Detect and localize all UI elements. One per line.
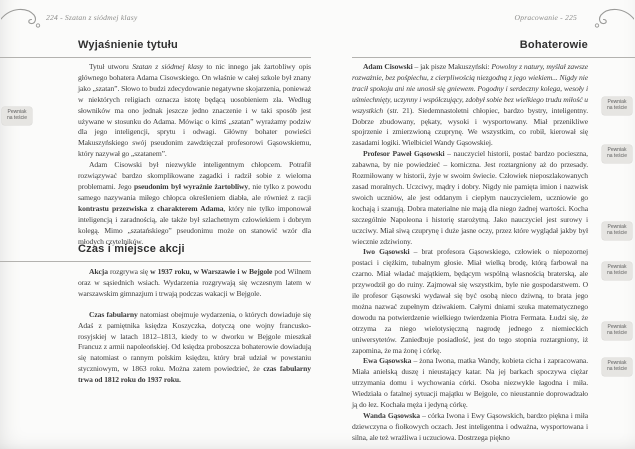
pewniak-tab-line2: na teście — [606, 104, 627, 111]
paragraph: Akcja rozgrywa się w 1937 roku, w Warszawie i w Bejgole pod Wilnem oraz w sąsiednich wsiach. Wydarzenia rozgrywają się wczesnym latem w warszawskim gimnazjum i trwają podczas wakacji w Bejgole. — [78, 267, 311, 298]
pewniak-tab-line1: Pewniak — [607, 264, 627, 270]
pewniak-tab-line1: Pewniak — [607, 147, 627, 153]
corner-flourish-icon — [590, 5, 634, 31]
paragraph: Czas fabularny natomiast obejmuje wydarzenia, o których dowiaduje się Adaś z pamiętnika księdza Koszyczka, dotyczą one wojny francusko-rosyjskiej w latach 1812–1813, kiedy to w dworku w Bejgole mieszkał Francuz z armii napoleońskiej. Od księdza proboszcza bohaterowie dowiadują się natomiast o rannym polskim księdzu, który brał udział w powstaniu styczniowym, w 1863 roku. Można zatem powiedzieć, że czas fabularny trwa od 1812 roku do 1937 roku. — [78, 309, 311, 385]
pewniak-tab-line1: Pewniak — [607, 224, 627, 230]
section-rule — [0, 261, 311, 262]
pewniak-tab-line1: Pewniak — [7, 109, 27, 115]
left-section-1-body — [78, 62, 311, 247]
paragraph: Tytuł utworu Szatan z siódmej klasy to nic innego jak żartobliwy opis głównego bohatera Adama Cisowskiego. On właśnie w całej szkole był znany jako „szatan”. Słowo to budzi zdecydowanie negatywne skojarzenia, ponieważ w niektórych religiach oznacza istotę będącą uosobieniem zła. Według słowników ma ono jednak jeszcze jedno znaczenie i w taki sposób jest używane w stosunku do Adama. Mówiąc o kimś „szatan” wyrażamy podziw dla jego inteligencji, sprytu i odwagi. Główny bohater powieści Makuszyńskiego swój pseudonim zawdzięczał profesorowi Gąsowskiemu, który nazywał go „szatanem”. — [78, 62, 311, 159]
pewniak-tab — [602, 322, 632, 340]
pewniak-tab — [2, 107, 32, 125]
pewniak-tab-line2: na teście — [606, 329, 627, 336]
paragraph: Wanda Gąsowska – córka Iwona i Ewy Gąsowskich, bardzo piękna i miła dziewczyna o fiołkowych oczach. Jest inteligentna i odważna, wysportowana i silna, ale też wrażliwa i uczuciowa. Dostrzega piękno — [352, 411, 588, 442]
pewniak-tab — [602, 358, 632, 376]
section-title-czas-i-miejsce-akcji: Czas i miejsce akcji — [78, 243, 185, 255]
pewniak-tab-line1: Pewniak — [607, 360, 627, 366]
pewniak-tab-line1: Pewniak — [607, 99, 627, 105]
paragraph: Ewa Gąsowska – żona Iwona, matka Wandy, kobieta cicha i zapracowana. Miała anielską duszę i nieustający katar. Na jej barkach spoczywa ciężar utrzymania domu i wychowania córki. Osoba niezwykle łagodna i miła. Wiedziała o fatalnej sytuacji majątku w Bejgole, co nieustannie doprowadzało ją do łez. Kochała męża i jedyną córkę. — [352, 356, 589, 410]
pewniak-tab — [602, 262, 632, 280]
page-header-right: Opracowanie - 225 — [514, 13, 577, 22]
corner-flourish-icon — [1, 5, 45, 31]
pewniak-tab-line1: Pewniak — [607, 324, 627, 330]
section-title-wyjasnienie-tytulu: Wyjaśnienie tytułu — [78, 39, 178, 51]
left-section-2-body — [78, 267, 311, 386]
pewniak-tab — [602, 222, 632, 240]
paragraph: Adam Cisowski był niezwykle inteligentnym chłopcem. Potrafił rozwiązywać bardzo skomplikowane zagadki i radził sobie z wieloma problemami. Jego pseudonim był wyraźnie żartobliwy, nie tylko z powodu samego nazywania miłego chłopca określeniem diabła, ale również z racji kontrastu przezwiska z charakterem Adama, który nie tylko imponował inteligencją i zaradnością, ale także był szlachetnym człowiekiem i dobrym kolegą. Mimo „szatańskiego” pseudonimu może on stanowić wzór dla młodych czytelników. — [78, 160, 312, 246]
page-header-left: 224 - Szatan z siódmej klasy — [46, 13, 138, 22]
section-rule — [352, 57, 635, 58]
pewniak-tab-line2: na teście — [606, 229, 627, 236]
pewniak-tab — [602, 145, 632, 163]
section-title-bohaterowie: Bohaterowie — [519, 39, 588, 51]
section-rule — [0, 57, 311, 58]
paragraph: Profesor Paweł Gąsowski – nauczyciel historii, postać bardzo pocieszna, zabawna, by nie powiedzieć – komiczna. Jest roztargniony aż do przesady. Rozmiłowany w historii, żyje w swoim świecie. Człowiek nieposzlakowanych zasad moralnych. Uczciwy, mądry i dobry. Nigdy nie pamięta imion i nazwisk swoich uczniów, ale jest oddanym i ciepłym nauczycielem, uczniowie go kochają i szanują. Dobra materialne nie mają dla niego żadnej wartości. Kocha szczególnie Napoleona i historię starożytną. Jako nauczyciel jest surowy i uczciwy. Miał siwą czuprynę i duże jasne oczy, przez które wyglądał jakby był wiecznie zdziwiony. — [352, 149, 588, 246]
pewniak-tab-line2: na teście — [606, 365, 627, 372]
pewniak-tab — [602, 97, 632, 115]
paragraph: Iwo Gąsowski – brat profesora Gąsowskiego, człowiek o niepozornej postaci i ciężkim, tubalnym głosie. Miał wielką brodę, którą farbował na czarno. Miał władać majątkiem, będącym wspólną własnością braterską, ale przywodził go do ruiny. Zajmował się wszystkim, byle nie gospodarstwem. O ile profesor Gąsowski wydawał się być osobą nieco dziwną, to brata jego można nazwać zupełnym dziwakiem. Całymi dniami szuka matematycznego dowodu na potwierdzenie wielkiego twierdzenia Piotra Fermata. Łudzi się, że otrzyma za niego wielotysięczną nagrodę jednego z niemieckich uniwersytetów. Zaniedbuje posiadłość, jest do tego stopnia roztargniony, iż zapomina, że ma żonę i córkę. — [352, 247, 588, 355]
right-section-body — [352, 62, 588, 444]
pewniak-tab-line2: na teście — [606, 152, 627, 159]
pewniak-tab-line2: na teście — [6, 114, 27, 121]
paragraph: Adam Cisowski – jak pisze Makuszyński: Powolny z natury, myślał zawsze rozważnie, bez pośpiechu, z cierpliwością niezgodną z jego wiekiem... Nigdy nie tracił spokoju ani nie unosił się gniewem. Pogodny i serdeczny kolega, wesoły i uśmiechnięty, uczynny i współczujący, zdobył sobie bez wielkiego trudu miłość u wszystkich (str. 21). Siedemnastoletni chłopiec, bardzo bystry, inteligentny. Dobrze zbudowany, pękaty, wysoki i wysportowany. Miał przenikliwe spojrzenie i zmierzwioną czuprynę. We wszystkim, co robił, kierował się zasadami logiki. Wielbiciel Wandy Gąsowskiej. — [352, 62, 588, 148]
pewniak-tab-line2: na teście — [606, 269, 627, 276]
